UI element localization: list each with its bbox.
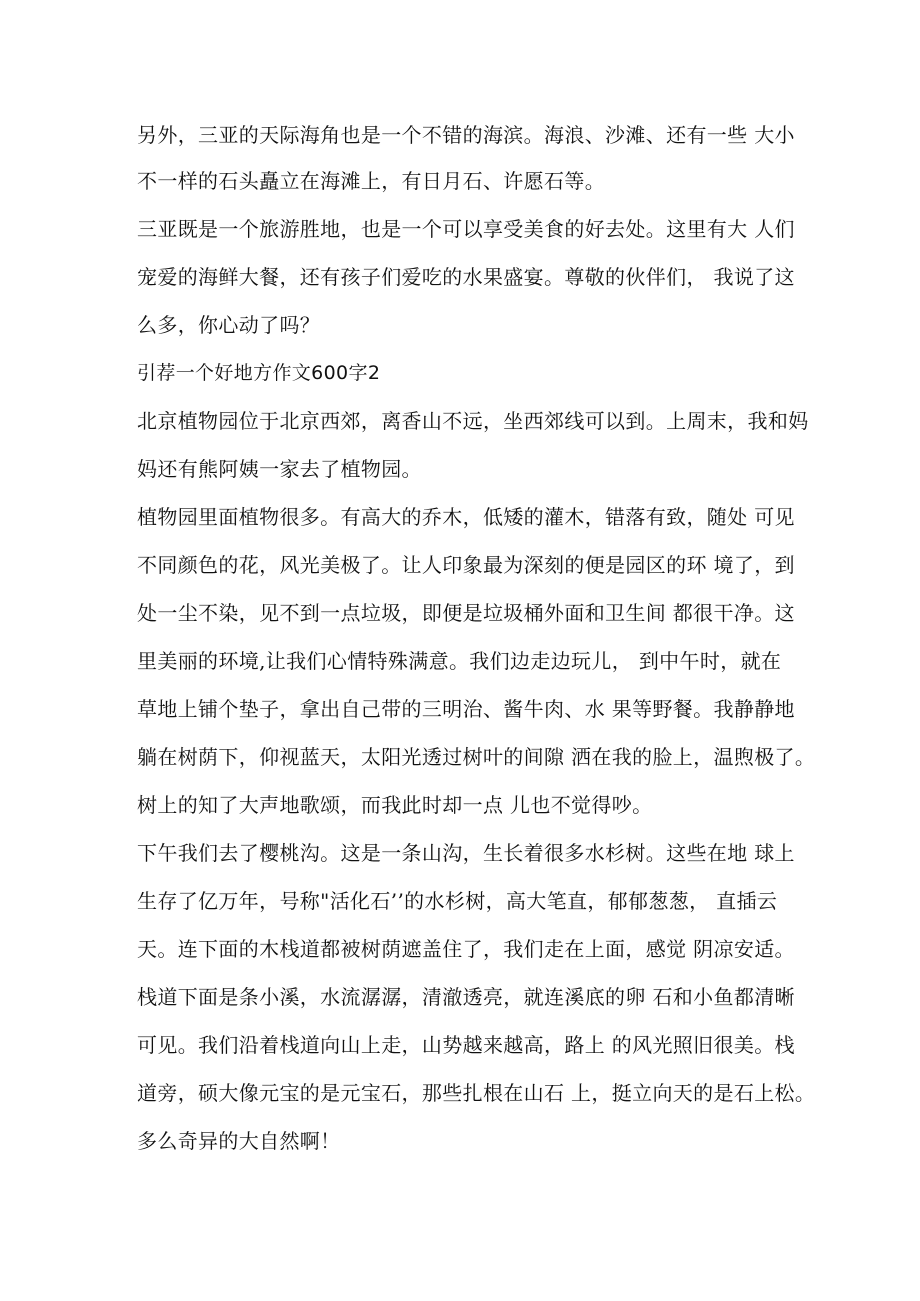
text-line: 多么奇异的大自然啊！ xyxy=(137,1129,341,1153)
text-line: 北京植物园位于北京西郊，离香山不远，坐西郊线可以到。上周末，我和妈 xyxy=(137,409,809,433)
text-line: 生存了亿万年，号称"活化石’’的水杉树，高大笔直，郁郁葱葱， 直插云 xyxy=(137,889,778,913)
section-heading: 引荐一个好地方作文600字2 xyxy=(137,362,381,384)
text-line: 道旁，硕大像元宝的是元宝石，那些扎根在山石 上，挺立向天的是石上松。 xyxy=(137,1081,816,1105)
text-line: 里美丽的环境,让我们心情特殊满意。我们边走边玩儿， 到中午时，就在 xyxy=(137,649,782,673)
text-line: 树上的知了大声地歌颂，而我此时却一点 儿也不觉得吵。 xyxy=(137,793,653,817)
text-line: 宠爱的海鲜大餐，还有孩子们爱吃的水果盛宴。尊敬的伙伴们， 我说了这 xyxy=(137,265,795,289)
text-line: 植物园里面植物很多。有高大的乔木，低矮的灌木，错落有致，随处 可见 xyxy=(137,505,795,529)
text-line: 不一样的石头矗立在海滩上，有日月石、许愿石等。 xyxy=(137,169,606,193)
text-line: 躺在树荫下，仰视蓝天，太阳光透过树叶的间隙 洒在我的脸上，温煦极了。 xyxy=(137,745,816,769)
text-line: 可见。我们沿着栈道向山上走，山势越来越高，路上 的风光照旧很美。栈 xyxy=(137,1033,795,1057)
text-line: 另外，三亚的天际海角也是一个不错的海滨。海浪、沙滩、还有一些 大小 xyxy=(137,123,795,147)
text-line: 处一尘不染，见不到一点垃圾，即便是垃圾桶外面和卫生间 都很干净。这 xyxy=(137,601,795,625)
text-line: 不同颜色的花，风光美极了。让人印象最为深刻的便是园区的环 境了，到 xyxy=(137,553,795,577)
text-line: 栈道下面是条小溪，水流潺潺，清澈透亮，就连溪底的卵 石和小鱼都清晰 xyxy=(137,985,795,1009)
text-line: 天。连下面的木栈道都被树荫遮盖住了，我们走在上面，感觉 阴凉安适。 xyxy=(137,937,795,961)
text-line: 么多，你心动了吗？ xyxy=(137,313,321,337)
text-line: 三亚既是一个旅游胜地，也是一个可以享受美食的好去处。这里有大 人们 xyxy=(137,217,795,241)
text-line: 下午我们去了樱桃沟。这是一条山沟，生长着很多水杉树。这些在地 球上 xyxy=(137,841,795,865)
text-line: 草地上铺个垫子，拿出自己带的三明治、酱牛肉、水 果等野餐。我静静地 xyxy=(137,697,795,721)
text-line: 妈还有熊阿姨一家去了植物园。 xyxy=(137,457,422,481)
